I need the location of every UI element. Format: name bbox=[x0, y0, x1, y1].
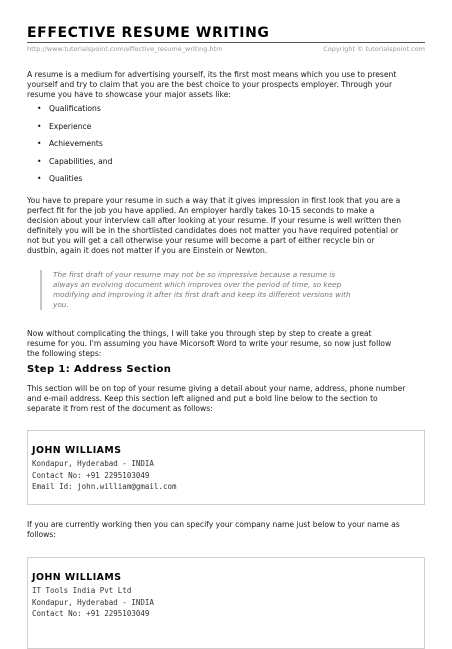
resume-impression-paragraph bbox=[27, 196, 427, 256]
bullet-icon: • bbox=[37, 121, 42, 131]
text-line: decision about your interview call after looking at your resume. If your resume is well written then bbox=[27, 216, 402, 225]
text-line: you. bbox=[53, 300, 69, 309]
example-company-line: IT Tools India Pvt Ltd bbox=[32, 586, 132, 595]
note-blockquote bbox=[40, 270, 423, 310]
text-line: yourself and try to claim that you are the best choice to your prospects employer. Through your bbox=[27, 80, 393, 89]
list-item bbox=[27, 104, 112, 122]
text-line: and e-mail address. Keep this section left aligned and put a bold line below to the section to bbox=[27, 394, 378, 403]
page-title: EFFECTIVE RESUME WRITING bbox=[27, 25, 270, 41]
list-item-label: Achievements bbox=[49, 139, 103, 148]
assets-list bbox=[27, 104, 112, 192]
example-address-line: Kondapur, Hyderabad - INDIA bbox=[32, 459, 154, 468]
example-contact-line: Contact No: +91 2295103049 bbox=[32, 470, 150, 480]
text-line: definitely you will be in the shortlisted candidates does not matter you have required potential or bbox=[27, 226, 399, 235]
text-line: the following steps: bbox=[27, 349, 102, 358]
source-url: http://www.tutorialspoint.com/effective_resume_writing.htm bbox=[27, 45, 223, 53]
copyright-notice: Copyright © tutorialspoint.com bbox=[323, 45, 425, 53]
text-line: always an evolving document which improves over the period of time, so keep bbox=[53, 280, 342, 289]
example-name: JOHN WILLIAMS bbox=[32, 445, 122, 456]
bullet-icon: • bbox=[37, 104, 42, 113]
text-line: follows: bbox=[27, 530, 56, 539]
text-line: Now without complicating the things, I will take you through step by step to create a great bbox=[27, 329, 372, 338]
text-line: dustbin, again it does not matter if you are Einstein or Newton. bbox=[27, 246, 268, 255]
steps-intro-paragraph bbox=[27, 329, 427, 359]
list-item-label: Qualities bbox=[49, 174, 83, 183]
text-line: If you are currently working then you can specify your company name just below to your name as bbox=[27, 520, 400, 529]
list-item bbox=[27, 157, 112, 175]
bullet-icon: • bbox=[37, 139, 42, 148]
step1-heading: Step 1: Address Section bbox=[27, 364, 172, 375]
list-item-label: Capabilities, and bbox=[49, 156, 113, 166]
example-contact-line: Contact No: +91 2295103049 bbox=[32, 609, 150, 618]
text-line: not but you will get a call otherwise your resume will become a part of either recycle bin or bbox=[27, 236, 375, 245]
address-example-box bbox=[27, 430, 425, 505]
list-item-label: Qualifications bbox=[49, 104, 101, 113]
text-line: A resume is a medium for advertising yourself, its the first most means which you use to present bbox=[27, 70, 397, 79]
text-line: perfect fit for the job you have applied. An employer hardly takes 10-15 seconds to make a bbox=[27, 206, 375, 215]
intro-paragraph bbox=[27, 70, 427, 100]
step1-paragraph bbox=[27, 384, 427, 414]
company-paragraph bbox=[27, 520, 427, 540]
text-line: resume you have to showcase your major assets like: bbox=[27, 90, 231, 99]
text-line: separate it from rest of the document as follows: bbox=[27, 404, 213, 413]
example-email-line: Email Id: john.william@gmail.com bbox=[32, 482, 177, 491]
text-line: The first draft of your resume may not be so impressive because a resume is bbox=[53, 270, 336, 279]
text-line: This section will be on top of your resume giving a detail about your name, address, phone number bbox=[27, 384, 406, 393]
text-line: modifying and improving it after its first draft and keep its different versions with bbox=[53, 290, 351, 299]
example-address-line: Kondapur, Hyderabad - INDIA bbox=[32, 597, 154, 607]
text-line: You have to prepare your resume in such a way that it gives impression in first look that you are a bbox=[27, 196, 401, 205]
example-name: JOHN WILLIAMS bbox=[32, 572, 122, 583]
bullet-icon: • bbox=[37, 156, 42, 166]
text-line: resume for you. I'm assuming you have Micorsoft Word to write your resume, so now just follow bbox=[27, 339, 392, 348]
list-item bbox=[27, 139, 112, 157]
list-item bbox=[27, 174, 112, 192]
bullet-icon: • bbox=[37, 174, 42, 183]
list-item bbox=[27, 122, 112, 140]
company-example-box bbox=[27, 557, 425, 649]
list-item-label: Experience bbox=[49, 121, 92, 131]
title-divider bbox=[27, 42, 425, 43]
